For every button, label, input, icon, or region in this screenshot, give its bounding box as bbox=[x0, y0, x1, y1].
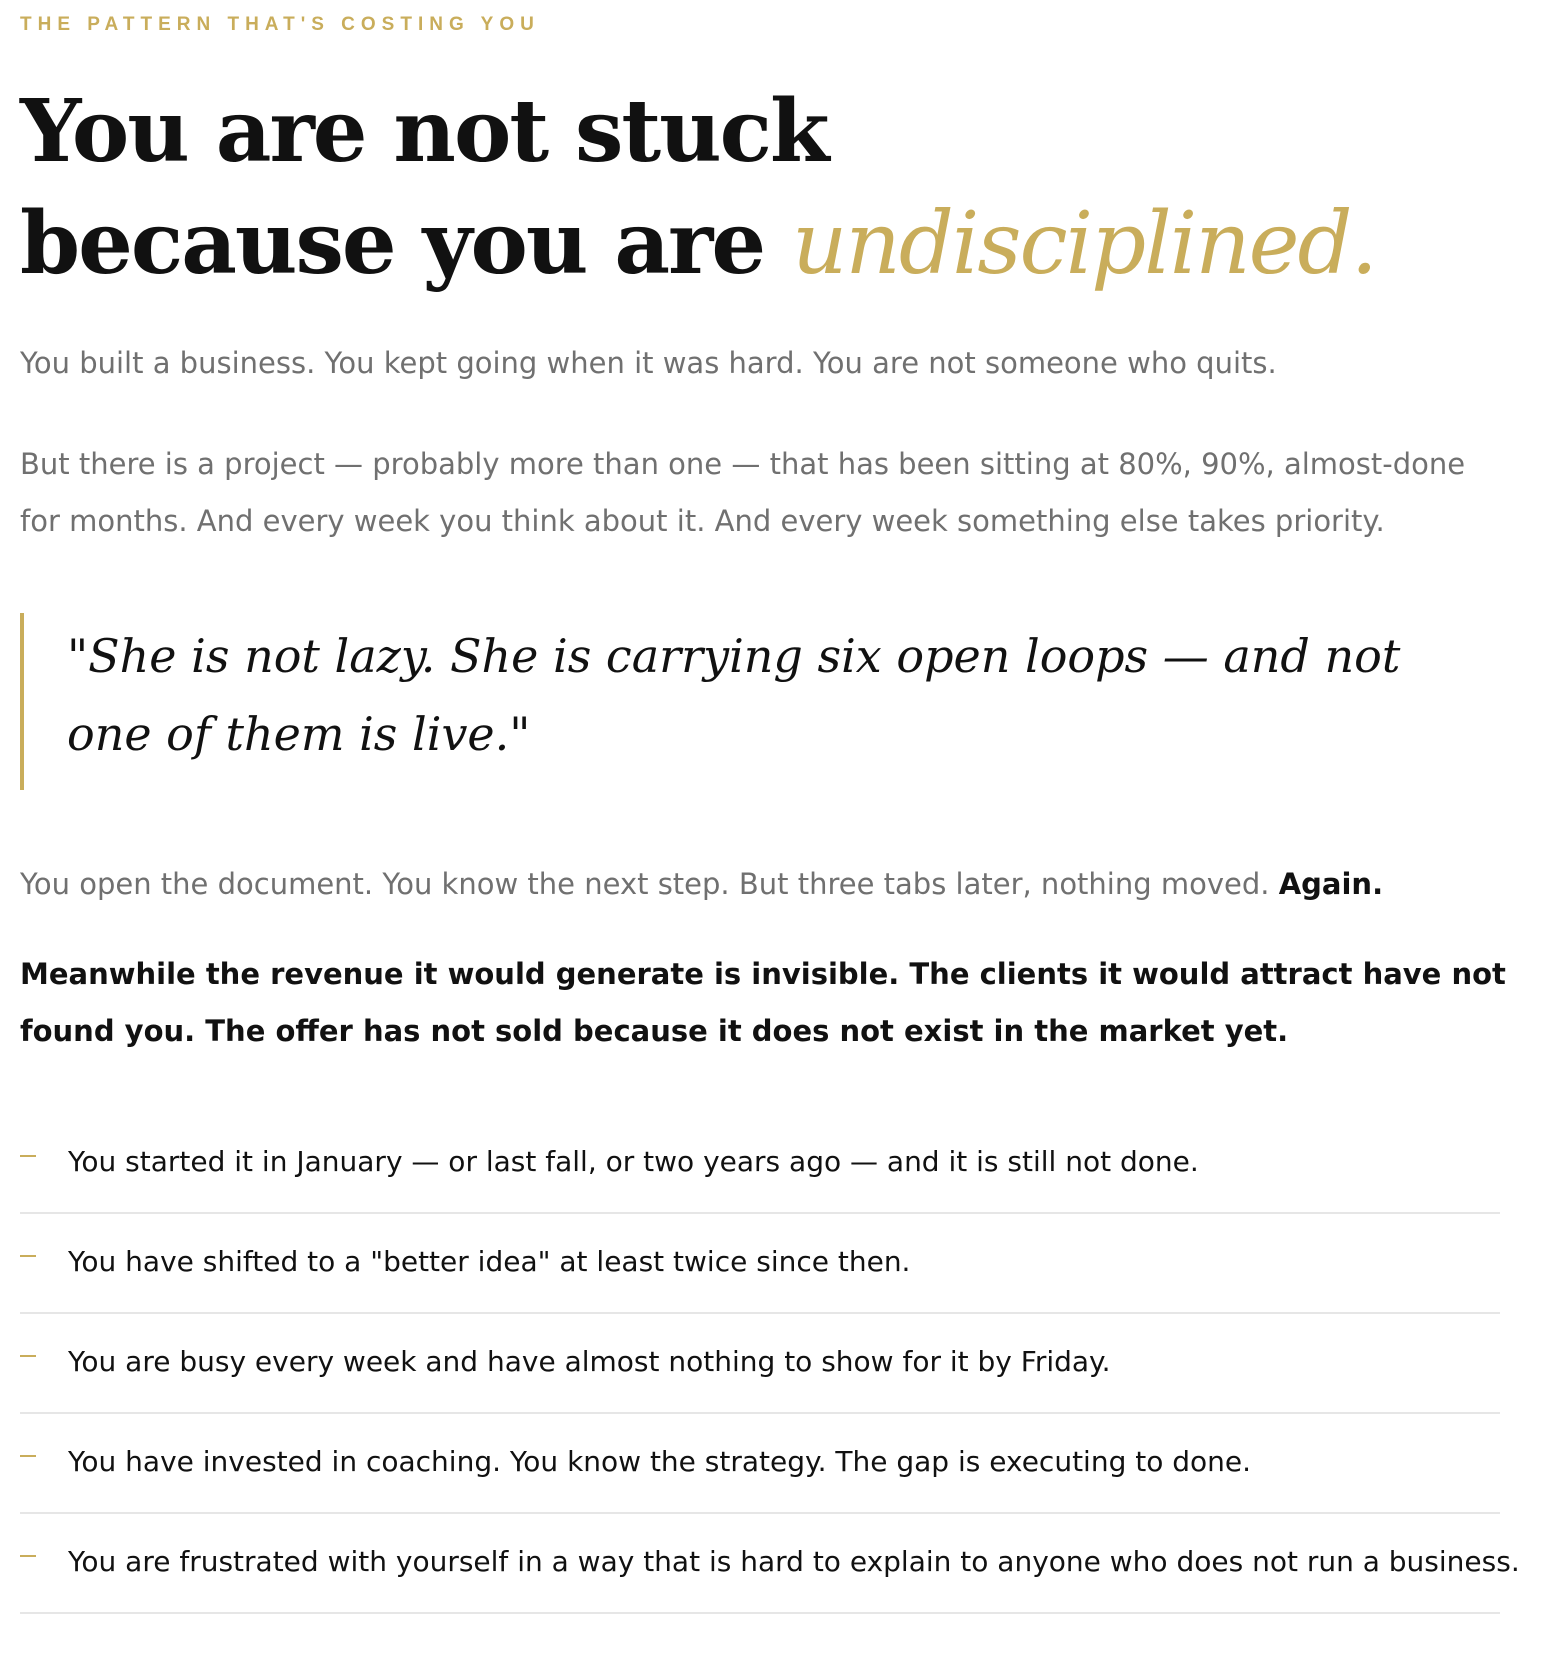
body-paragraph-3-text: You open the document. You know the next step. But three tabs later, nothing moved. bbox=[20, 867, 1270, 901]
list-item-text: You have shifted to a "better idea" at least twice since then. bbox=[68, 1245, 911, 1278]
dash-bullet-icon bbox=[20, 1555, 36, 1557]
pull-quote-text: "She is not lazy. She is carrying six open loops — and not one of them is live." bbox=[67, 629, 1401, 761]
list-item-text: You have invested in coaching. You know the strategy. The gap is executing to done. bbox=[68, 1445, 1252, 1478]
dash-bullet-icon bbox=[20, 1155, 36, 1157]
list-item-text: You are busy every week and have almost nothing to show for it by Friday. bbox=[68, 1345, 1111, 1378]
section-eyebrow: THE PATTERN THAT'S COSTING YOU bbox=[20, 14, 540, 35]
headline-line-1: You are not stuck bbox=[20, 81, 828, 182]
list-item bbox=[20, 1314, 1500, 1414]
pull-quote bbox=[20, 613, 1490, 790]
dash-bullet-icon bbox=[20, 1455, 36, 1457]
intro-paragraph-1: You built a business. You kept going when it was hard. You are not someone who quits. bbox=[20, 346, 1277, 380]
page-title bbox=[20, 76, 1376, 300]
intro-paragraph-2: But there is a project — probably more than one — that has been sitting at 80%, 90%, almost-done for months. And every week you think about it. And every week something else takes priority. bbox=[20, 447, 1466, 538]
list-item bbox=[20, 1514, 1520, 1614]
dash-bullet-icon bbox=[20, 1255, 36, 1257]
dash-bullet-icon bbox=[20, 1355, 36, 1357]
body-paragraph-4: Meanwhile the revenue it would generate is invisible. The clients it would attract have not found you. The offer has not sold because it does not exist in the market yet. bbox=[20, 957, 1506, 1048]
body-paragraph-3 bbox=[20, 866, 1383, 902]
body-paragraph-3-emphasis: Again. bbox=[1278, 867, 1384, 901]
headline-accent-word: undisciplined. bbox=[792, 194, 1376, 294]
symptom-list bbox=[20, 1114, 1520, 1614]
list-item bbox=[20, 1214, 1500, 1314]
list-item-text: You started it in January — or last fall, or two years ago — and it is still not done. bbox=[68, 1145, 1199, 1178]
list-item-text: You are frustrated with yourself in a way that is hard to explain to anyone who does not run a business. bbox=[68, 1545, 1520, 1578]
headline-line-2: because you are bbox=[20, 193, 765, 294]
list-item bbox=[20, 1414, 1500, 1514]
list-item bbox=[20, 1114, 1500, 1214]
